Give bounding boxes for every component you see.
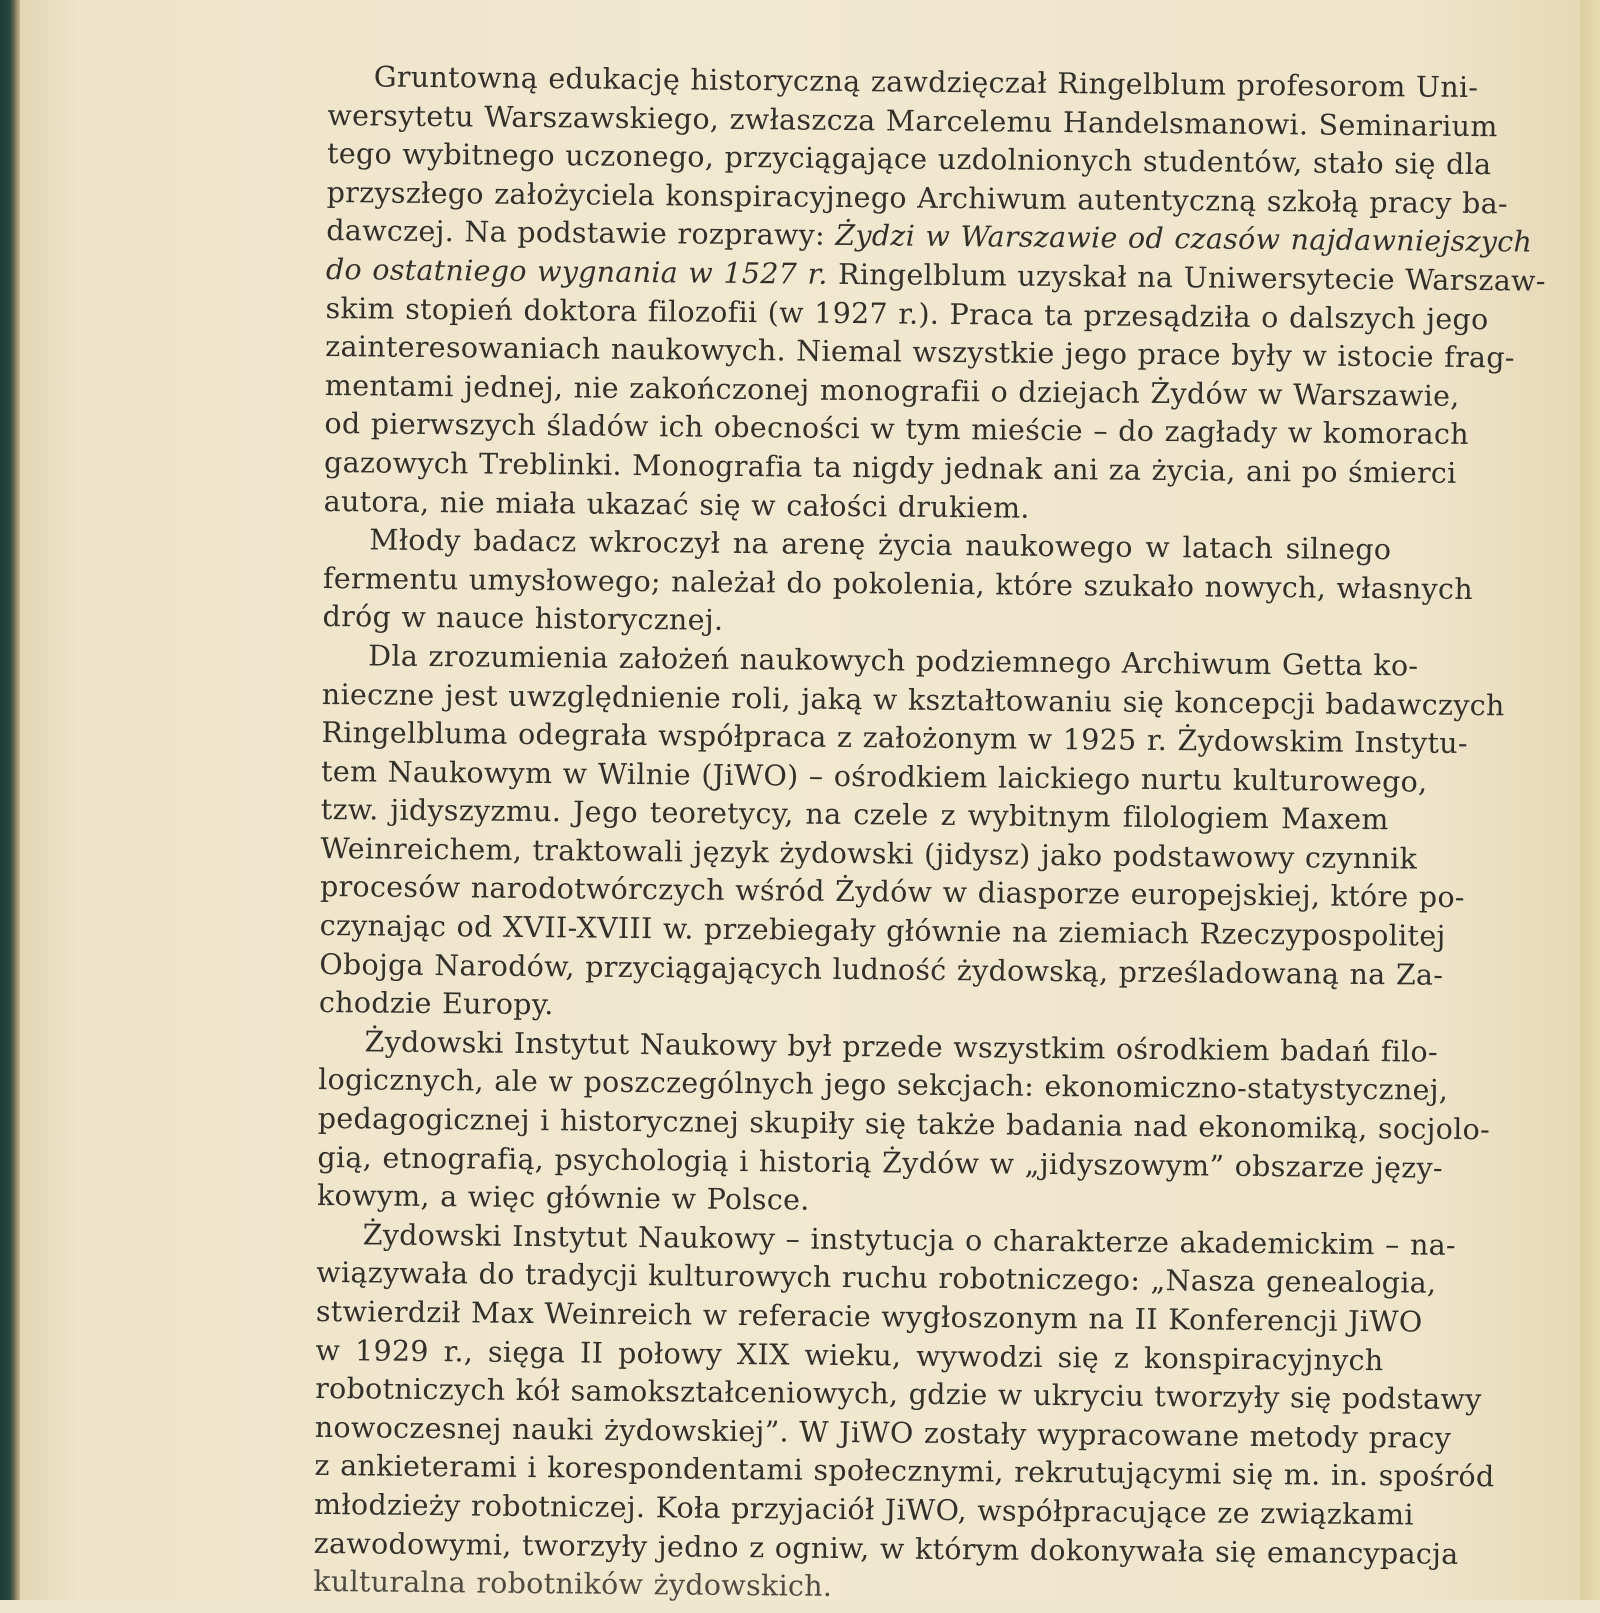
page-right-edge — [1580, 0, 1600, 1600]
text-line: Żydowski Instytut Naukowy był przede wszystkim ośrodkiem badań filo- — [364, 1025, 1439, 1069]
text-line: mentami jednej, nie zakończonej monografii o dziejach Żydów w Warszawie, — [324, 368, 1460, 413]
text-line: Ringelbluma odegrała współpraca z założonym w 1925 r. Żydowskim Instytu- — [321, 716, 1469, 761]
text-fragment: dawczej. Na podstawie rozprawy: — [326, 214, 836, 253]
text-line: czynając od XVII-XVIII w. przebiegały głównie na ziemiach Rzeczypospolitej — [319, 909, 1446, 953]
book-title-italic: Żydzi w Warszawie od czasów najdawniejszych — [835, 219, 1533, 259]
text-line: kowym, a więc głównie w Polsce. — [316, 1179, 810, 1217]
book-cover-edge — [0, 0, 20, 1600]
text-line: dróg w nauce historycznej. — [322, 600, 724, 638]
text-line: robotniczych kół samokształceniowych, gdzie w ukryciu tworzyły się podstawy — [315, 1372, 1482, 1417]
text-line: Gruntowną edukację historyczną zawdzięczał Ringelblum profesorom Uni- — [373, 60, 1479, 105]
text-line: stwierdził Max Weinreich w referacie wygłoszonym na II Konferencji JiWO — [315, 1294, 1423, 1339]
page-text — [313, 58, 1546, 1612]
text-line: Obojga Narodów, przyciągających ludność żydowską, prześladowaną na Za- — [319, 947, 1444, 992]
text-line: Młody badacz wkroczył na arenę życia naukowego w latach silnego — [369, 523, 1392, 567]
text-line: autora, nie miała ukazać się w całości drukiem. — [323, 484, 1030, 525]
text-fragment: Ringelblum uzyskał na Uniwersytecie Warszaw- — [827, 257, 1546, 298]
text-line: Dla zrozumienia założeń naukowych podziemnego Archiwum Getta ko- — [368, 639, 1419, 683]
text-line: tzw. jidyszyzmu. Jego teoretycy, na czele z wybitnym filologiem Maxem — [320, 793, 1389, 837]
book-title-italic: do ostatniego wygnania w 1527 r. — [325, 252, 828, 291]
text-line: Weinreichem, traktowali język żydowski (jidysz) jako podstawowy czynnik — [320, 831, 1418, 876]
text-line: kulturalna robotników żydowskich. — [313, 1565, 833, 1604]
text-line: zainteresowaniach naukowych. Niemal wszystkie jego prace były w istocie frag- — [325, 330, 1515, 375]
text-line: logicznych, ale w poszczególnych jego sekcjach: ekonomiczno-statystycznej, — [318, 1063, 1449, 1108]
text-line: gazowych Treblinki. Monografia ta nigdy jednak ani za życia, ani po śmierci — [323, 445, 1457, 490]
text-line: w 1929 r., sięga II połowy XIX wieku, wywodzi się z konspiracyjnych — [315, 1333, 1384, 1377]
text-line: z ankieterami i korespondentami społecznymi, rekrutującymi się m. in. spośród — [314, 1449, 1495, 1494]
text-line: wersytetu Warszawskiego, zwłaszcza Marcelemu Handelsmanowi. Seminarium — [327, 98, 1498, 143]
text-line: fermentu umysłowego; należał do pokolenia, które szukało nowych, własnych — [322, 561, 1474, 606]
text-line: tego wybitnego uczonego, przyciągające uzdolnionych studentów, stało się dla — [326, 137, 1492, 182]
text-line: przyszłego założyciela konspiracyjnego Archiwum autentyczną szkołą pracy ba- — [326, 175, 1509, 221]
text-line: tem Naukowym w Wilnie (JiWO) – ośrodkiem laickiego nurtu kulturowego, — [320, 754, 1428, 799]
text-line: skim stopień doktora filozofii (w 1927 r.). Praca ta przesądziła o dalszych jego — [325, 291, 1489, 336]
text-line: pedagogicznej i historycznej skupiły się także badania nad ekonomiką, socjolo- — [317, 1101, 1491, 1147]
text-line: od pierwszych śladów ich obecności w tym mieście – do zagłady w komorach — [324, 407, 1469, 452]
text-line: procesów narodotwórczych wśród Żydów w diasporze europejskiej, które po- — [319, 870, 1465, 915]
text-line: zawodowymi, tworzyły jedno z ogniw, w którym dokonywała się emancypacja — [313, 1526, 1459, 1571]
text-line: Żydowski Instytut Naukowy – instytucja o charakterze akademickim – na- — [362, 1218, 1457, 1262]
text-line: nowoczesnej nauki żydowskiej”. W JiWO zostały wypracowane metody pracy — [314, 1410, 1452, 1455]
text-line: młodzieży robotniczej. Koła przyjaciół JiWO, współpracujące ze związkami — [313, 1487, 1414, 1532]
text-line: gią, etnografią, psychologią i historią Żydów w „jidyszowym” obszarze języ- — [317, 1140, 1444, 1185]
text-line: chodzie Europy. — [318, 986, 554, 1022]
text-line: wiązywała do tradycji kulturowych ruchu robotniczego: „Nasza genealogia, — [316, 1256, 1437, 1301]
text-line: nieczne jest uwzględnienie roli, jaką w kształtowaniu się koncepcji badawczych — [321, 677, 1505, 722]
